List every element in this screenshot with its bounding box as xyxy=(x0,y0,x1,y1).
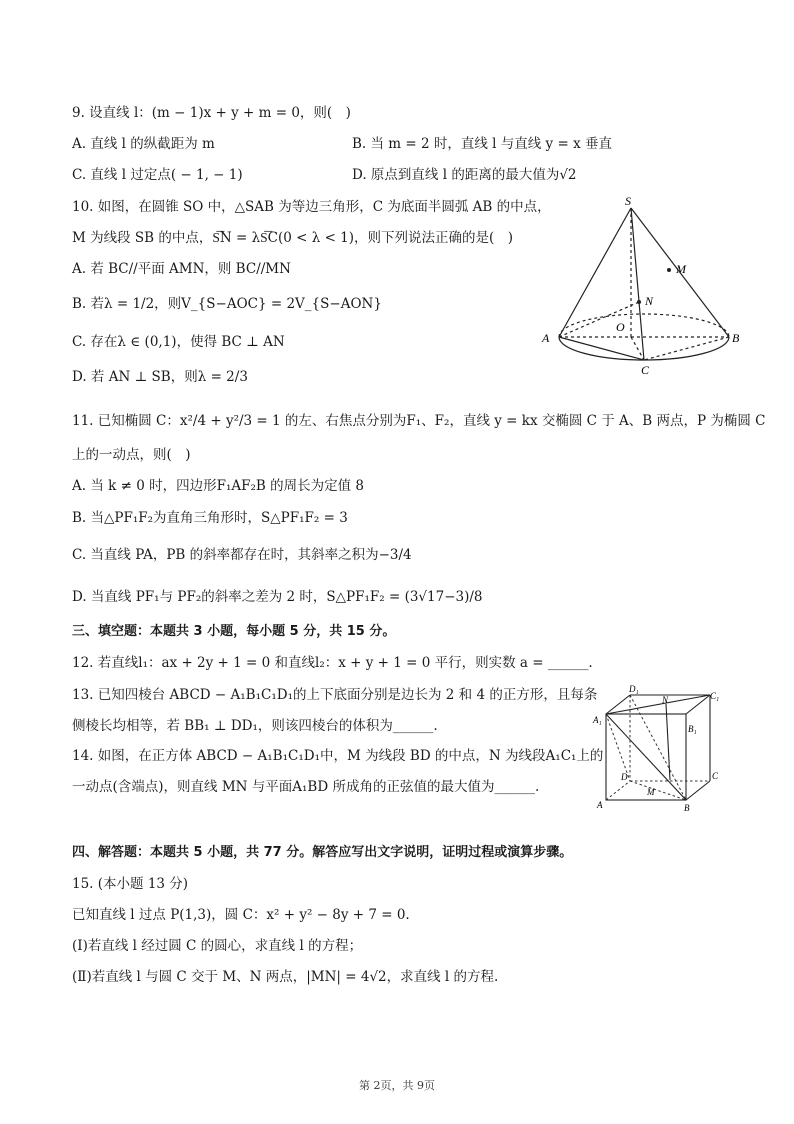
q15-stem: 已知直线 l 过点 P(1,3)，圆 C：x² + y² − 8y + 7 = 0. xyxy=(72,907,410,923)
label-a: A xyxy=(597,800,603,810)
point-n xyxy=(637,300,641,304)
label-o: O xyxy=(616,320,625,334)
q11-option-a: A. 当 k ≠ 0 时，四边形F₁AF₂B 的周长为定值 8 xyxy=(72,478,364,494)
q11-option-c: C. 当直线 PA，PB 的斜率都存在时，其斜率之积为−3/4 xyxy=(72,547,412,563)
q9-option-b: B. 当 m = 2 时，直线 l 与直线 y = x 垂直 xyxy=(352,136,612,152)
label-m: M xyxy=(676,262,686,276)
label-n: N xyxy=(645,294,654,308)
label-m: M xyxy=(647,787,655,797)
q9-option-a: A. 直线 l 的纵截距为 m xyxy=(72,136,215,152)
label-n: N xyxy=(662,695,669,705)
q10-stem-line1: 10. 如图，在圆锥 SO 中，△SAB 为等边三角形，C 为底面半圆弧 AB 的中点， xyxy=(72,199,551,215)
q14-line1: 14. 如图，在正方体 ABCD − A₁B₁C₁D₁中，M 为线段 BD 的中点，N 为线段A₁C₁上的 xyxy=(72,748,604,764)
label-s: S xyxy=(625,194,631,208)
cube-figure xyxy=(592,684,722,814)
label-b: B xyxy=(684,803,690,813)
q9-option-c: C. 直线 l 过定点( − 1, − 1) xyxy=(72,167,243,183)
q15-part1: (Ⅰ)若直线 l 经过圆 C 的圆心，求直线 l 的方程； xyxy=(72,938,363,954)
q11-stem-line2: 上的一动点，则( ) xyxy=(72,447,191,463)
q10-option-b: B. 若λ = 1/2，则V_{S−AOC} = 2V_{S−AON} xyxy=(72,296,382,312)
label-c1: C₁ xyxy=(710,691,720,701)
q12-text: 12. 若直线l₁：ax + 2y + 1 = 0 和直线l₂：x + y + 1 = 0 平行，则实数 a = ______. xyxy=(72,655,593,671)
q10-option-a: A. 若 BC//平面 AMN，则 BC//MN xyxy=(72,261,291,277)
q15-part2: (Ⅱ)若直线 l 与圆 C 交于 M、N 两点，|MN| = 4√2，求直线 l 的方程. xyxy=(72,969,499,985)
q11-option-d: D. 当直线 PF₁与 PF₂的斜率之差为 2 时，S△PF₁F₂ = (3√17−3)/8 xyxy=(72,589,483,605)
label-a: A xyxy=(542,331,550,345)
q10-option-d: D. 若 AN ⊥ SB，则λ = 2/3 xyxy=(72,369,248,385)
q9-option-d: D. 原点到直线 l 的距离的最大值为√2 xyxy=(352,167,577,183)
q11-stem-line1: 11. 已知椭圆 C：x²/4 + y²/3 = 1 的左、右焦点分别为F₁、F₂，直线 y = kx 交椭圆 C 于 A、B 两点，P 为椭圆 C xyxy=(72,413,766,429)
label-d1: D₁ xyxy=(629,684,639,694)
label-b: B xyxy=(732,331,740,345)
label-c: C xyxy=(641,363,650,377)
label-a1: A₁ xyxy=(593,715,602,725)
label-b1: B₁ xyxy=(688,724,697,734)
section-4-heading: 四、解答题：本题共 5 小题，共 77 分。解答应写出文字说明，证明过程或演算步骤。 xyxy=(72,845,573,860)
point-m xyxy=(667,268,671,272)
label-d: D xyxy=(621,772,628,782)
q15-header: 15. (本小题 13 分) xyxy=(72,876,189,892)
page-footer: 第 2页，共 9页 xyxy=(359,1079,435,1092)
section-3-heading: 三、填空题：本题共 3 小题，每小题 5 分，共 15 分。 xyxy=(72,624,396,639)
cone-figure xyxy=(535,192,740,382)
q13-line2: 侧棱长均相等，若 BB₁ ⊥ DD₁，则该四棱台的体积为______. xyxy=(72,718,438,734)
q10-option-c: C. 存在λ ∈ (0,1)，使得 BC ⊥ AN xyxy=(72,334,285,350)
q11-option-b: B. 当△PF₁F₂为直角三角形时，S△PF₁F₂ = 3 xyxy=(72,510,348,526)
label-c: C xyxy=(712,771,719,781)
q10-stem-line2: M 为线段 SB 的中点，S͞N = λS͞C(0 < λ < 1)，则下列说法正确的是( ) xyxy=(72,230,514,246)
q9-stem: 9. 设直线 l：(m − 1)x + y + m = 0，则( ) xyxy=(72,105,351,121)
q14-line2: 一动点(含端点)，则直线 MN 与平面A₁BD 所成角的正弦值的最大值为______. xyxy=(72,779,540,795)
q13-line1: 13. 已知四棱台 ABCD − A₁B₁C₁D₁的上下底面分别是边长为 2 和 4 的正方形，且每条 xyxy=(72,687,598,703)
